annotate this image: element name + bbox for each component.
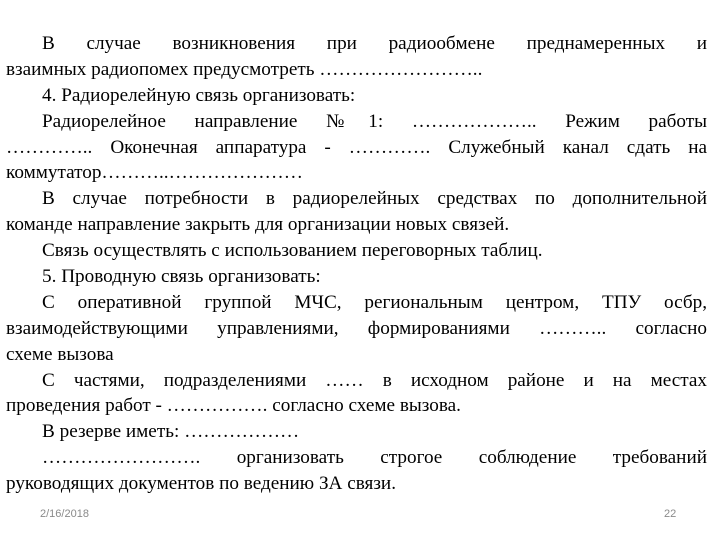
page-number: 22 — [664, 508, 677, 520]
text-line: В случае возникновения при радиообмене преднамеренных и — [42, 33, 707, 54]
text-line: руководящих документов по ведению ЗА связи. — [6, 473, 396, 495]
text-line: Радиорелейное направление №1: ……………….. Режим работы — [42, 110, 707, 132]
text-line: В резерве иметь: ……………… — [42, 421, 300, 443]
text-line: Связь осуществлять с использованием переговорных таблиц. — [42, 240, 543, 262]
text-line: 5. Проводную связь организовать: — [42, 266, 321, 288]
text-line: взаимных радиопомех предусмотреть …………………….. — [6, 58, 483, 80]
text-line: коммутатор………..………………… — [6, 162, 303, 184]
text-line: проведения работ - ……………. согласно схеме вызова. — [6, 395, 461, 417]
text-line: С частями, подразделениями …… в исходном районе и на местах — [42, 369, 707, 391]
document-body — [6, 31, 707, 497]
text-line: ……………………. организовать строгое соблюдение требований — [42, 447, 707, 469]
text-line: 4. Радиорелейную связь организовать: — [42, 84, 356, 106]
text-line: схеме вызова — [6, 343, 114, 365]
text-line: С оперативной группой МЧС, региональным центром, ТПУ осбр, — [42, 291, 707, 313]
text-line: В случае потребности в радиорелейных средствах по дополнительной — [42, 188, 707, 210]
text-line: взаимодействующими управлениями, формированиями ……….. согласно — [6, 317, 707, 339]
text-line: ………….. Оконечная аппаратура - …………. Служебный канал сдать на — [6, 136, 707, 158]
text-line: команде направление закрыть для организации новых связей. — [6, 214, 510, 236]
slide-date: 2/16/2018 — [40, 508, 89, 520]
